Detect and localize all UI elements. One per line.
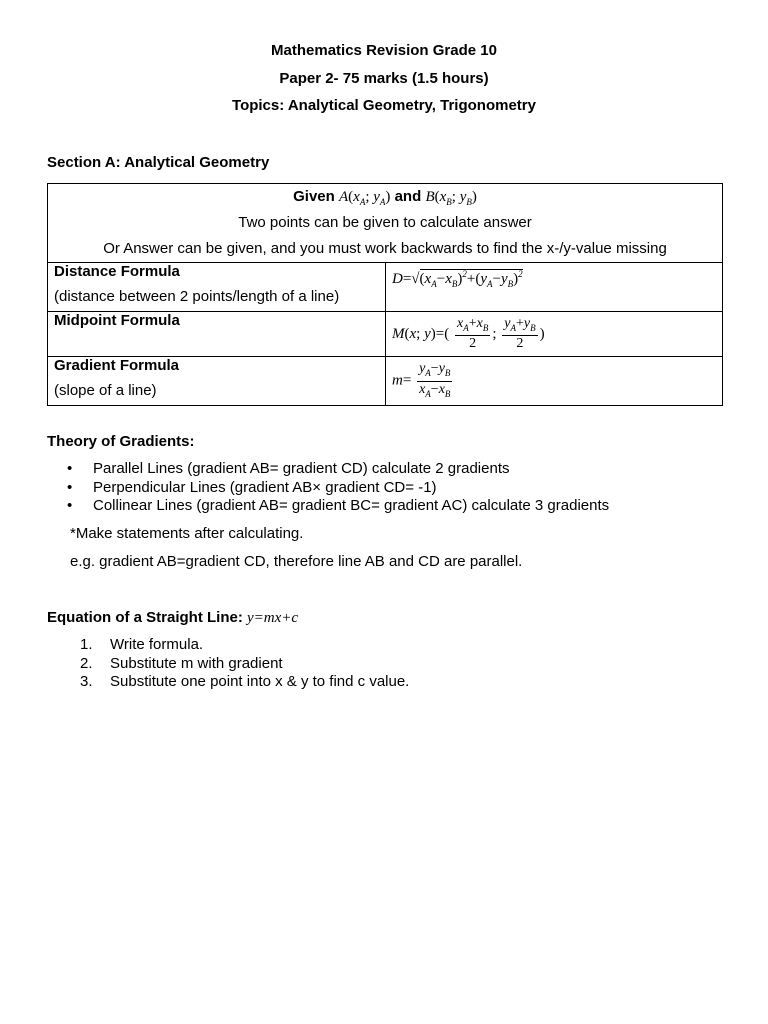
straight-line-heading: Equation of a Straight Line: y=mx+c — [47, 609, 299, 626]
point-a-notation: $A(x_A$; $y_A$) — [338, 189, 391, 207]
section-a-heading: Section A: Analytical Geometry — [47, 154, 270, 171]
theory-heading: Theory of Gradients: — [47, 433, 195, 450]
midpoint-label: Midpoint Formula — [54, 312, 180, 329]
given-word: Given — [293, 188, 335, 205]
distance-row — [48, 263, 723, 312]
gradient-theory-list — [47, 460, 609, 516]
midpoint-formula-cell — [386, 312, 723, 357]
straight-line-equation: y=mx+c — [247, 610, 299, 626]
distance-label-cell — [48, 263, 386, 312]
document-title: Mathematics Revision Grade 10 — [271, 42, 497, 59]
distance-formula-cell — [386, 263, 723, 312]
list-item: • Parallel Lines (gradient AB= gradient CD) calculate 2 gradients — [67, 460, 510, 477]
distance-label: Distance Formula — [54, 263, 180, 280]
and-word: and — [394, 188, 422, 205]
distance-sublabel: (distance between 2 points/length of a line) — [54, 288, 340, 305]
gradient-label: Gradient Formula — [54, 357, 180, 374]
statement-note: *Make statements after calculating. — [70, 525, 304, 542]
gradient-row — [48, 357, 723, 406]
gradient-formula: m= $\frac{y_A-y_B}{x_A-x_B}$ — [392, 360, 451, 399]
given-line-3: Or Answer can be given, and you must work backwards to find the x-/y-value missing — [103, 240, 667, 257]
midpoint-label-cell — [48, 312, 386, 357]
example-note: e.g. gradient AB=gradient CD, therefore line AB and CD are parallel. — [70, 553, 523, 570]
list-item: 1. Write formula. — [80, 636, 204, 653]
list-item: • Perpendicular Lines (gradient AB× gradient CD= -1) — [67, 478, 437, 496]
given-cell — [48, 184, 723, 263]
midpoint-formula: M(x; y)=( $\frac{x_A+x_B}{2}$ ; $\frac{y_A+y_B}{2}$ ) — [392, 315, 545, 352]
midpoint-row — [48, 312, 723, 357]
list-item: 3. Substitute one point into x & y to find c value. — [80, 673, 410, 690]
list-item: 2. Substitute m with gradient — [80, 654, 283, 672]
given-row — [48, 184, 723, 263]
list-item: • Collinear Lines (gradient AB= gradient BC= gradient AC) calculate 3 gradients — [67, 497, 610, 514]
point-b-notation: $B(x_B$; $y_B$) — [425, 189, 477, 207]
paper-info: Paper 2- 75 marks (1.5 hours) — [279, 70, 489, 87]
gradient-label-cell — [48, 357, 386, 406]
given-line-2: Two points can be given to calculate answer — [238, 214, 532, 231]
distance-formula: $D=√(x_A-x_B)^2+(y_A-y_B)^2$ — [392, 269, 523, 289]
straight-line-steps — [47, 636, 409, 692]
topics-line: Topics: Analytical Geometry, Trigonometry — [232, 97, 536, 114]
gradient-sublabel: (slope of a line) — [54, 382, 157, 399]
formula-table — [47, 183, 723, 406]
gradient-formula-cell — [386, 357, 723, 406]
given-line — [54, 184, 716, 210]
